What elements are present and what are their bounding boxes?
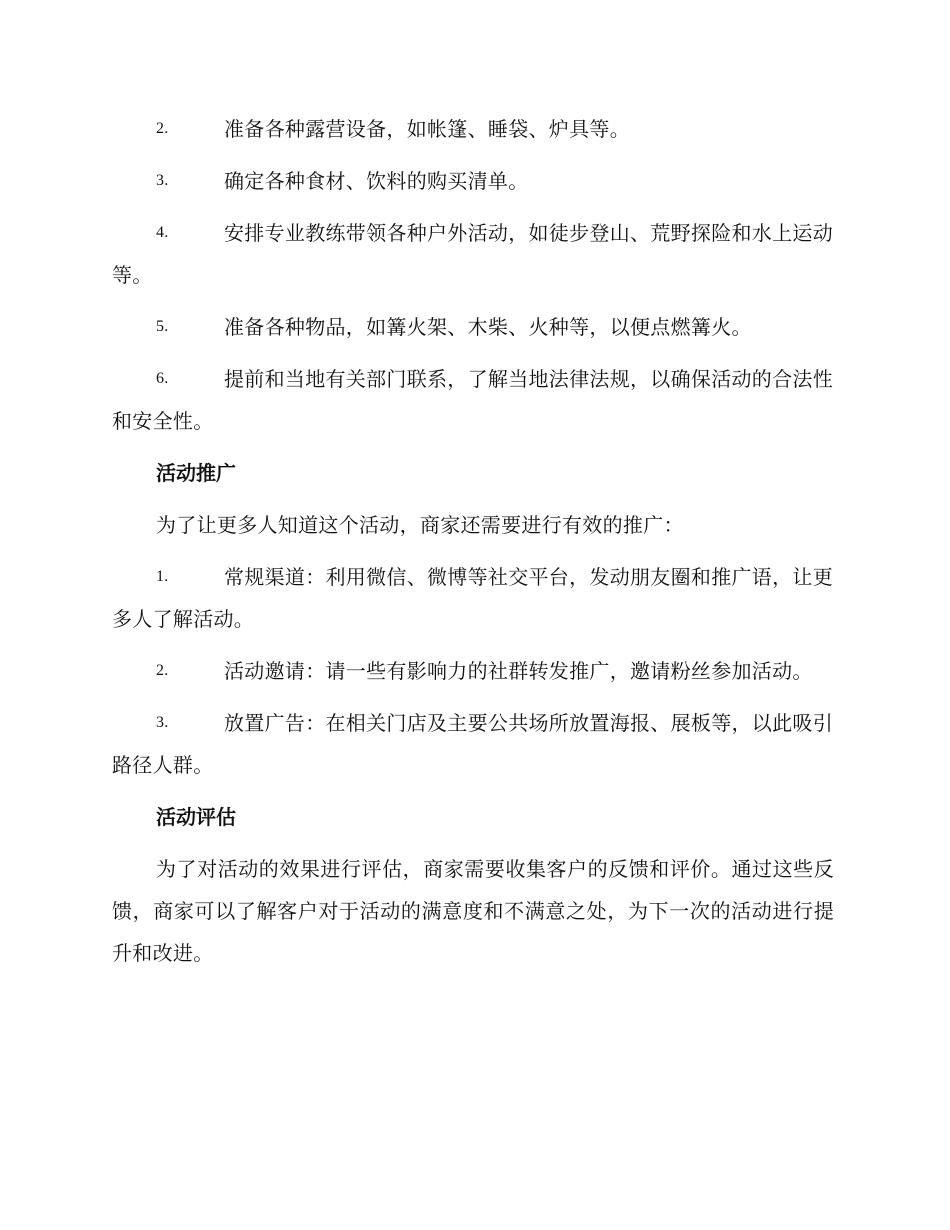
list-item-number: 5. <box>156 318 169 335</box>
list-item-text: 确定各种食材、饮料的购买清单。 <box>224 169 529 193</box>
section-heading-evaluation: 活动评估 <box>156 805 236 829</box>
list-item-text: 准备各种物品，如篝火架、木柴、火种等，以便点燃篝火。 <box>224 315 752 339</box>
list-item-text: 活动邀请：请一些有影响力的社群转发推广，邀请粉丝参加活动。 <box>224 659 813 683</box>
list-item-text: 放置广告：在相关门店及主要公共场所放置海报、展板等，以此吸引路径人群。 <box>112 711 833 777</box>
list-item <box>112 650 834 692</box>
list-item-text: 提前和当地有关部门联系，了解当地法律法规，以确保活动的合法性和安全性。 <box>112 367 833 433</box>
list-item <box>112 212 834 296</box>
list-item <box>112 160 834 202</box>
list-item-text: 准备各种露营设备，如帐篷、睡袋、炉具等。 <box>224 117 630 141</box>
list-item-number: 4. <box>156 224 169 241</box>
list-item-number: 3. <box>156 714 169 731</box>
list-item <box>112 702 834 786</box>
section-heading-promotion: 活动推广 <box>156 461 236 485</box>
promotion-intro: 为了让更多人知道这个活动，商家还需要进行有效的推广： <box>156 513 684 537</box>
list-item-text: 常规渠道：利用微信、微博等社交平台，发动朋友圈和推广语，让更多人了解活动。 <box>112 565 833 631</box>
evaluation-body: 为了对活动的效果进行评估，商家需要收集客户的反馈和评价。通过这些反馈，商家可以了解客户对于活动的满意度和不满意之处，为下一次的活动进行提升和改进。 <box>112 857 834 965</box>
list-item-number: 1. <box>156 568 169 585</box>
list-item <box>112 306 834 348</box>
list-item-number: 3. <box>156 172 169 189</box>
document-content <box>112 108 834 974</box>
list-item-number: 2. <box>156 120 169 137</box>
list-item-number: 2. <box>156 662 169 679</box>
list-item <box>112 108 834 150</box>
list-item-text: 安排专业教练带领各种户外活动，如徒步登山、荒野探险和水上运动等。 <box>112 221 833 287</box>
list-item <box>112 358 834 442</box>
list-item-number: 6. <box>156 370 169 387</box>
list-item <box>112 556 834 640</box>
